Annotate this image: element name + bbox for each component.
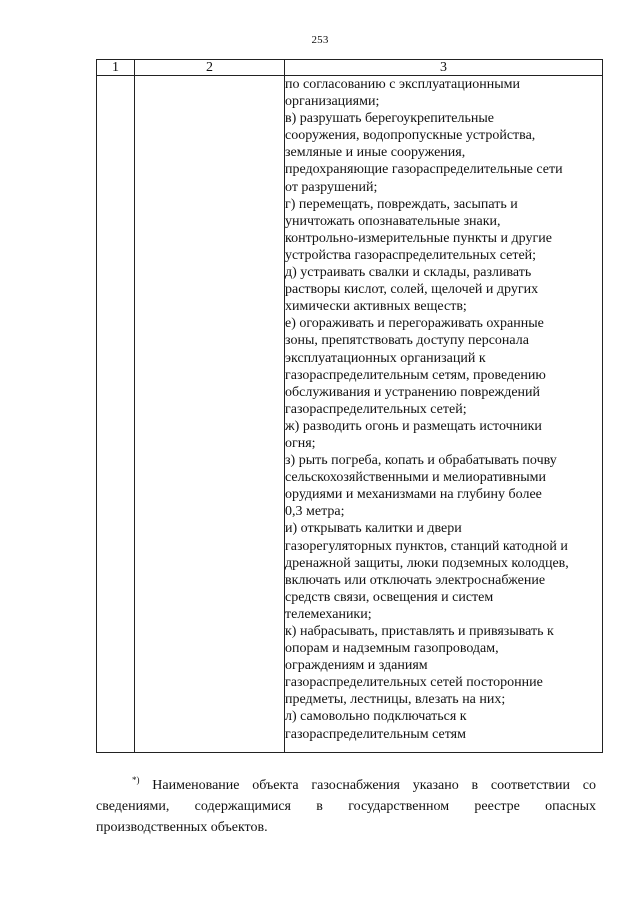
main-table <box>96 59 603 753</box>
text-line: сельскохозяйственными и мелиоративными <box>285 470 547 486</box>
text-line: газорегуляторных пунктов, станций катодной и <box>285 538 568 554</box>
footnote-line: сведениями, содержащимися в государственном реестре опасных <box>96 799 596 814</box>
page-number: 253 <box>311 34 329 46</box>
text-line: сооружения, водопропускные устройства, <box>285 128 536 144</box>
column-header-3: 3 <box>285 60 603 76</box>
footnote-marker: *) <box>132 775 140 785</box>
text-line: контрольно-измерительные пункты и другие <box>285 230 552 246</box>
header-row <box>97 60 603 76</box>
column-header-1: 1 <box>97 60 135 76</box>
text-line: зоны, препятствовать доступу персонала <box>285 333 529 349</box>
text-line: от разрушений; <box>285 179 378 195</box>
text-line: включать или отключать электроснабжение <box>285 572 546 588</box>
footnote-line <box>96 770 596 796</box>
text-line: ограждениям и зданиям <box>285 658 428 674</box>
text-line: е) огораживать и перегораживать охранные <box>285 316 544 332</box>
text-line: огня; <box>285 435 316 451</box>
footnote-line: производственных объектов. <box>96 820 268 835</box>
text-line: средств связи, освещения и систем <box>285 589 494 605</box>
text-line: земляные и иные сооружения, <box>285 145 466 161</box>
text-line: газораспределительных сетей; <box>285 401 467 417</box>
text-line: к) набрасывать, приставлять и привязывать к <box>285 624 554 639</box>
text-line: предметы, лестницы, влезать на них; <box>285 692 506 708</box>
column-3-cell <box>285 76 603 753</box>
text-line: орудиями и механизмами на глубину более <box>285 487 542 503</box>
column-header-2: 2 <box>135 60 285 76</box>
footnote-text: Наименование объекта газоснабжения указано в соответствии со <box>152 778 596 793</box>
text-line: в) разрушать берегоукрепительные <box>285 111 495 127</box>
footnote <box>96 770 596 838</box>
column-2-cell <box>135 76 285 753</box>
text-line: телемеханики; <box>285 606 372 622</box>
text-line: и) открывать калитки и двери <box>285 521 462 537</box>
text-line: химически активных веществ; <box>285 299 467 315</box>
text-line: 0,3 метра; <box>285 504 345 520</box>
text-line: предохраняющие газораспределительные сети <box>285 162 563 178</box>
table-row <box>97 76 603 753</box>
text-line: дренажной защиты, люки подземных колодцев, <box>285 555 569 571</box>
text-line: ж) разводить огонь и размещать источники <box>285 418 542 434</box>
text-line: л) самовольно подключаться к <box>285 709 467 725</box>
text-line: по согласованию с эксплуатационными <box>285 77 520 92</box>
text-line: з) рыть погреба, копать и обрабатывать почву <box>285 453 557 469</box>
text-line: газораспределительным сетям <box>285 726 466 742</box>
text-line: эксплуатационных организаций к <box>285 350 486 366</box>
text-line: организациями; <box>285 94 380 110</box>
text-line: опорам и надземным газопроводам, <box>285 641 499 657</box>
text-line: растворы кислот, солей, щелочей и других <box>285 282 539 298</box>
column-1-cell <box>97 76 135 753</box>
text-line: газораспределительных сетей посторонние <box>285 675 543 691</box>
text-line: уничтожать опознавательные знаки, <box>285 213 501 229</box>
text-line: газораспределительным сетям, проведению <box>285 367 546 383</box>
text-line: д) устраивать свалки и склады, разливать <box>285 265 532 281</box>
text-line: устройства газораспределительных сетей; <box>285 247 537 263</box>
text-line: г) перемещать, повреждать, засыпать и <box>285 196 518 212</box>
text-line: обслуживания и устранению повреждений <box>285 384 541 400</box>
